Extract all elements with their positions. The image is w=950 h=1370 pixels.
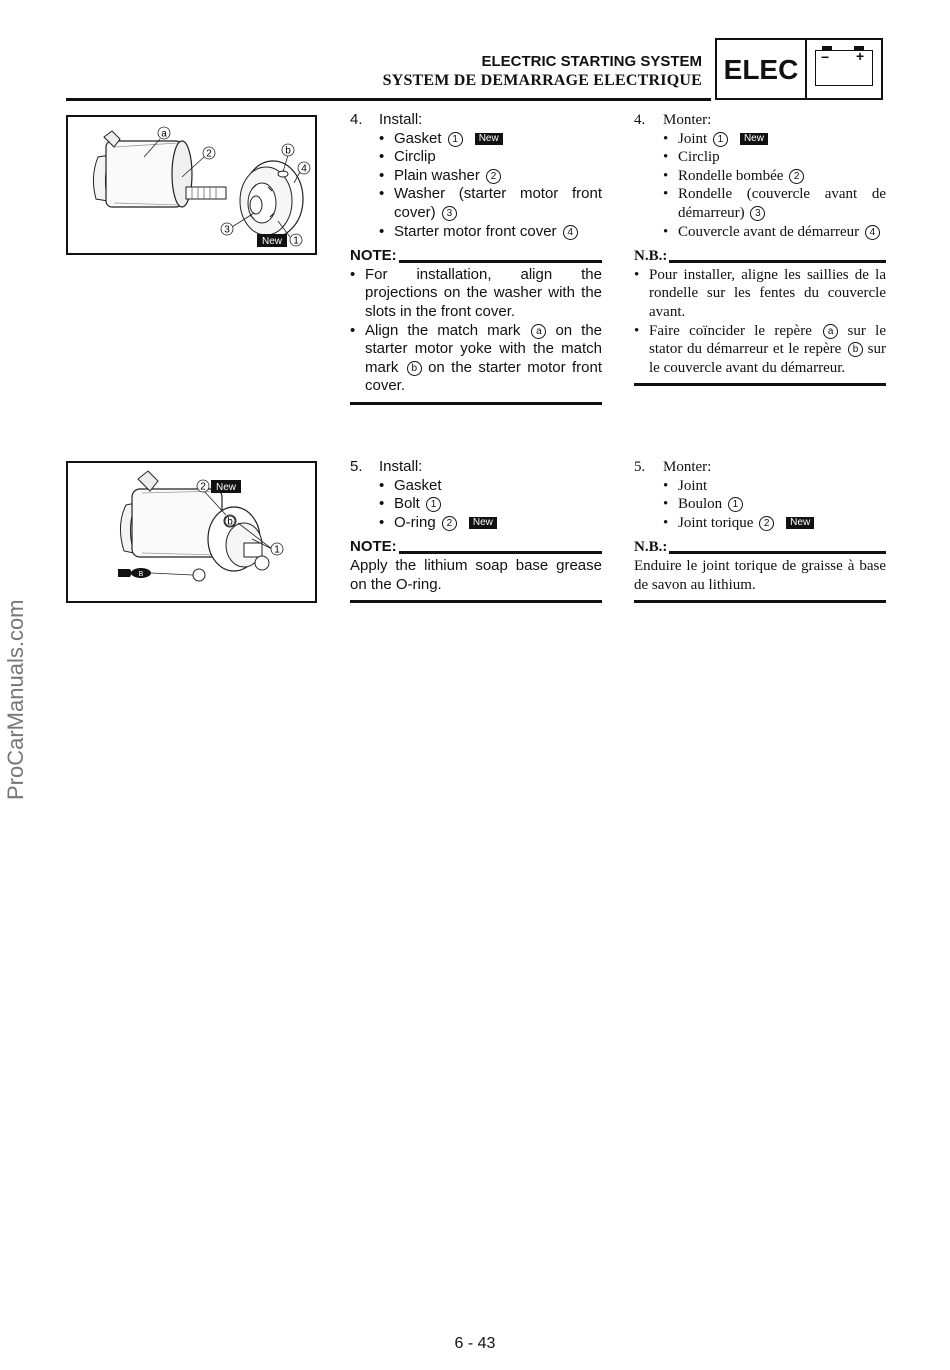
section-end-rule [350, 600, 602, 603]
step5-english [350, 458, 602, 603]
list-item: • Joint 1 New [634, 130, 886, 149]
section-end-rule [634, 383, 886, 386]
figure-front-cover-install [66, 115, 317, 255]
list-item: • O-ring 2 New [350, 514, 602, 533]
list-item: • Joint torique 2 New [634, 514, 886, 533]
section-code: ELEC [717, 40, 807, 98]
section-title-en: ELECTRIC STARTING SYSTEM [481, 53, 702, 70]
list-item: • Circlip [379, 148, 436, 166]
step4-english [350, 111, 602, 405]
list-item: • Gasket 1 New [350, 130, 602, 149]
ref-circle: 3 [442, 206, 457, 221]
figure-oring-install [66, 461, 317, 603]
callout-3-label: 3 [224, 224, 230, 236]
grease-b-label: B [138, 571, 144, 578]
step5-heading [634, 458, 886, 477]
callout-2 [203, 147, 215, 160]
ref-circle: a [531, 324, 546, 339]
callout-4-label: 4 [301, 163, 307, 175]
new-tag: New [740, 133, 768, 145]
new-tag: New [469, 517, 497, 529]
callout-b [282, 144, 294, 157]
list-item: • Joint [663, 477, 708, 494]
list-item: • Rondelle bombée 2 [634, 167, 886, 186]
header-rule [66, 98, 711, 101]
callout-a [158, 127, 170, 140]
list-item: • Couvercle avant de démarreur 4 [634, 223, 886, 242]
section-title-fr: SYSTEM DE DEMARRAGE ELECTRIQUE [382, 72, 702, 89]
list-item: • Starter motor front cover 4 [350, 223, 602, 242]
step-title: Monter: [663, 112, 712, 128]
ref-circle: 1 [426, 497, 441, 512]
note-item: • Faire coïncider le repère a sur le stator du démarreur et le repère b sur le couvercle avant du démarreur. [634, 322, 887, 376]
note-heading: N.B.: [634, 538, 886, 557]
step4-heading [350, 111, 602, 130]
new-tag: New [475, 133, 503, 145]
battery-minus-sign: − [821, 49, 830, 65]
ref-circle: 4 [563, 225, 578, 240]
callout-1 [290, 234, 302, 247]
step5-heading [350, 458, 602, 477]
callout-2 [197, 480, 209, 493]
step4-french [634, 111, 886, 386]
section-end-rule [634, 600, 886, 603]
step-number: 4. [350, 111, 363, 128]
note-heading: NOTE: [350, 538, 602, 557]
callout-1-label: 1 [293, 235, 299, 247]
list-item: • Bolt 1 [350, 495, 602, 514]
note-item: • Pour installer, aligne les saillies de la rondelle sur les fentes du couvercle avant. [634, 266, 886, 320]
section-badge [715, 38, 883, 100]
ref-circle: 1 [713, 132, 728, 147]
section-end-rule [350, 402, 602, 405]
callout-2-label: 2 [200, 481, 206, 493]
callout-2-label: 2 [206, 148, 212, 160]
starter-motor-front-cover-illustration [68, 117, 315, 253]
list-item: • Circlip [663, 149, 720, 166]
callout-4 [298, 162, 310, 175]
new-tag-label: New [215, 482, 237, 493]
callout-a-label: a [161, 128, 167, 140]
new-tag: New [786, 517, 814, 529]
callout-1 [271, 543, 283, 556]
note-heading: N.B.: [634, 247, 886, 266]
ref-circle: 2 [442, 516, 457, 531]
watermark-text: ProCarManuals.com [3, 599, 28, 800]
step4-heading [634, 111, 886, 130]
starter-motor-assembled-illustration [68, 463, 315, 601]
grease-b-icon [118, 568, 193, 578]
list-item: • Gasket [379, 476, 442, 494]
step-title: Install: [379, 111, 423, 128]
step-number: 5. [350, 458, 363, 475]
note-item: • Align the match mark a on the starter motor yoke with the match mark b on the starter motor front cover. [350, 321, 602, 395]
new-tag-label: New [261, 236, 283, 247]
new-tag-gasket [257, 234, 287, 247]
ref-circle: b [848, 342, 863, 357]
note-heading: NOTE: [350, 247, 602, 266]
list-item: • Boulon 1 [634, 495, 886, 514]
callout-b-label: b [285, 145, 291, 157]
step-number: 5. [634, 459, 646, 475]
step5-french [634, 458, 886, 603]
ref-circle: 2 [486, 169, 501, 184]
callout-1-label: 1 [274, 544, 280, 556]
page-number: 6 - 43 [454, 1335, 496, 1352]
note-text: Enduire le joint torique de graisse à base de savon au lithium. [634, 557, 886, 593]
ref-circle: 1 [728, 497, 743, 512]
step-title: Monter: [663, 459, 712, 475]
ref-circle: 2 [789, 169, 804, 184]
battery-plus-sign: + [856, 48, 865, 64]
step-title: Install: [379, 458, 423, 475]
note-text: Apply the lithium soap base grease on the O-ring. [350, 556, 602, 593]
battery-icon [815, 50, 873, 86]
ref-circle: b [407, 361, 422, 376]
ref-circle: 2 [759, 516, 774, 531]
list-item: • Washer (starter motor front cover) 3 [379, 185, 602, 221]
ref-circle: a [823, 324, 838, 339]
list-item: • Rondelle (couvercle avant de démarreur) 3 [663, 186, 886, 221]
callout-3 [221, 223, 233, 236]
ref-circle: 3 [750, 206, 765, 221]
callout-b-label: b [227, 516, 233, 528]
ref-circle: 4 [865, 225, 880, 240]
step-number: 4. [634, 112, 646, 128]
list-item: • Plain washer 2 [350, 167, 602, 186]
note-item: • For installation, align the projections on the washer with the slots in the front cover. [350, 265, 602, 320]
ref-circle: 1 [448, 132, 463, 147]
new-tag-oring [211, 480, 241, 493]
